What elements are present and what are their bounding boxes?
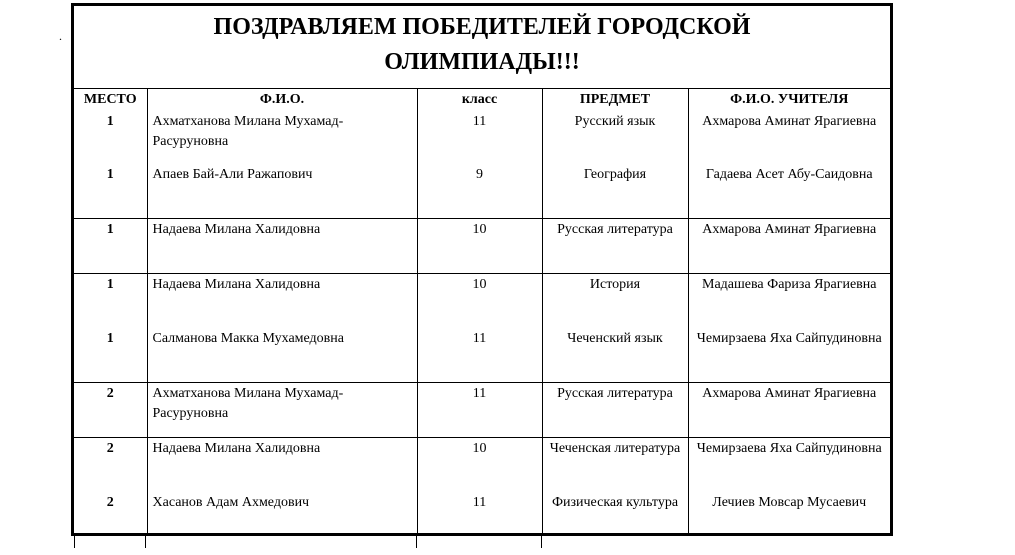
header-teacher: Ф.И.О. УЧИТЕЛЯ (688, 89, 890, 112)
table-row (74, 219, 890, 274)
table-row (74, 438, 890, 493)
winners-table (74, 88, 890, 536)
cell-place: 1 (74, 111, 147, 164)
table-row (74, 383, 890, 438)
cell-name: Апаев Бай-Али Ражапович (147, 164, 417, 219)
table-header-row (74, 89, 890, 112)
cell-name: Ахматханова Милана Мухамад-Расуруновна (147, 383, 417, 438)
table-row (74, 164, 890, 219)
cell-place: 2 (74, 438, 147, 493)
cell-place: 1 (74, 328, 147, 383)
table-row (74, 328, 890, 383)
winners-table-frame (71, 3, 893, 536)
cell-grade: 10 (417, 219, 542, 274)
cell-teacher: Ахмарова Аминат Ярагиевна (688, 383, 890, 438)
cell-name: Хасанов Адам Ахмедович (147, 492, 417, 536)
cell-subject: Русская литература (542, 383, 688, 438)
cell-subject: Русский язык (542, 111, 688, 164)
cell-place: 1 (74, 164, 147, 219)
table-continuation-line (541, 536, 542, 548)
cell-place: 2 (74, 492, 147, 536)
header-name: Ф.И.О. (147, 89, 417, 112)
cell-name: Надаева Милана Халидовна (147, 219, 417, 274)
cell-teacher: Ахмарова Аминат Ярагиевна (702, 114, 877, 129)
cell-subject: Чеченский язык (542, 328, 688, 383)
cell-place: 2 (74, 383, 147, 438)
cell-name: Надаева Милана Халидовна (147, 274, 417, 329)
cell-subject: Чеченская литература (542, 438, 688, 493)
cell-grade: 11 (417, 111, 542, 164)
header-grade: класс (417, 89, 542, 112)
cell-teacher: Ахмарова Аминат Ярагиевна (688, 219, 890, 274)
title-line-2: ОЛИМПИАДЫ!!! (384, 49, 580, 75)
cell-subject: Физическая культура (542, 492, 688, 536)
cell-grade: 11 (417, 383, 542, 438)
cell-teacher: Гадаева Асет Абу-Саидовна (705, 167, 873, 182)
cell-name: Салманова Макка Мухамедовна (147, 328, 417, 383)
cell-name: Ахматханова Милана Мухамад-Расуруновна (147, 111, 417, 164)
table-row (74, 274, 890, 329)
table-row (74, 111, 890, 164)
cell-grade: 9 (417, 164, 542, 219)
cell-name: Надаева Милана Халидовна (147, 438, 417, 493)
cell-grade: 11 (417, 492, 542, 536)
header-place: МЕСТО (74, 89, 147, 112)
table-row (74, 492, 890, 536)
table-continuation-line (416, 536, 417, 548)
cell-teacher: Лечиев Мовсар Мусаевич (712, 495, 867, 510)
cell-teacher: Чемирзаева Яха Сайпудиновна (688, 438, 890, 493)
cell-grade: 10 (417, 274, 542, 329)
stray-mark: . (59, 29, 62, 43)
cell-grade: 10 (417, 438, 542, 493)
table-continuation-line (145, 536, 146, 548)
cell-place: 1 (74, 274, 147, 329)
cell-teacher: Чемирзаева Яха Сайпудиновна (696, 331, 882, 346)
cell-subject: История (542, 274, 688, 329)
cell-place: 1 (74, 219, 147, 274)
cell-subject: Русская литература (542, 219, 688, 274)
cell-grade: 11 (417, 328, 542, 383)
title-line-1: ПОЗДРАВЛЯЕМ ПОБЕДИТЕЛЕЙ ГОРОДСКОЙ (213, 14, 751, 40)
table-continuation-line (74, 536, 75, 548)
cell-subject: География (542, 164, 688, 219)
header-subject: ПРЕДМЕТ (542, 89, 688, 112)
cell-teacher: Мадашева Фариза Ярагиевна (688, 274, 890, 329)
page-title (74, 6, 890, 88)
